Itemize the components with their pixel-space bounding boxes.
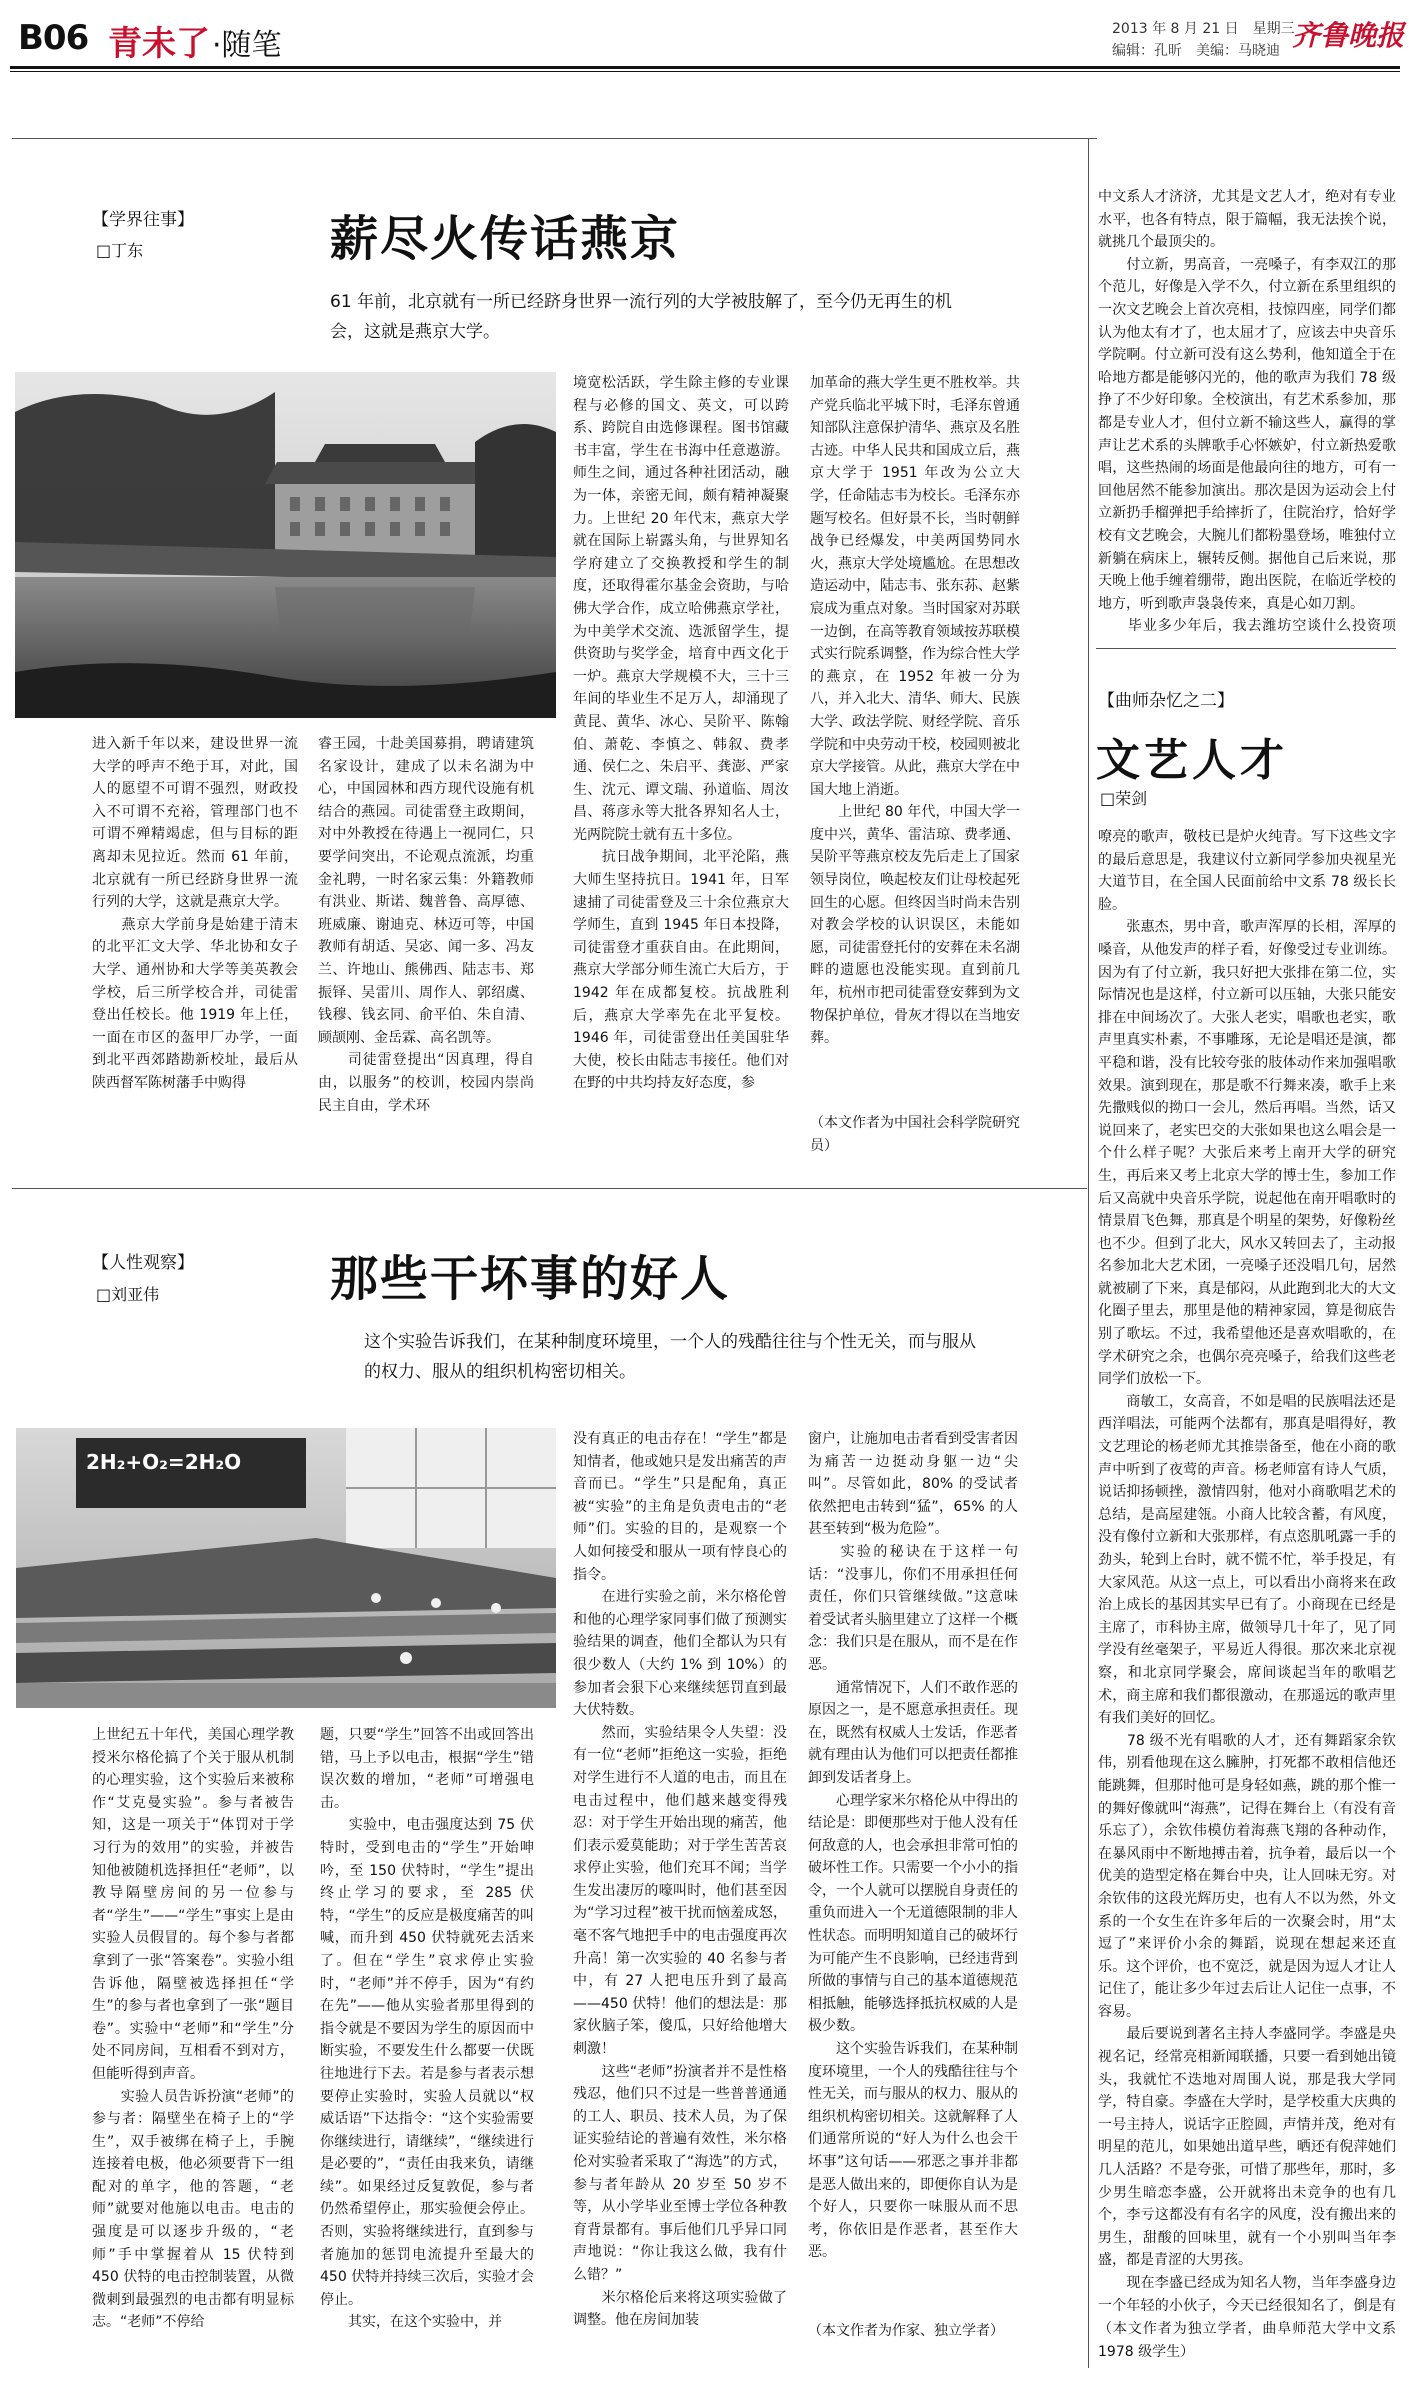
article-divider bbox=[12, 1188, 1087, 1189]
blackboard-formula: 2H₂+O₂=2H₂O bbox=[86, 1450, 242, 1474]
lede: 这个实验告诉我们，在某种制度环境里，一个人的残酷往往与个性无关，而与服从的权力、服从的组织机构密切相关。 bbox=[364, 1332, 976, 1382]
sidebar-divider bbox=[1096, 648, 1396, 649]
article2-author-note: （本文作者为作家、独立学者） bbox=[808, 2323, 1004, 2339]
top-divider bbox=[12, 138, 1097, 139]
sidebar-author-note: （本文作者为独立学者，曲阜师范大学中文系 1978 级学生） bbox=[1098, 2321, 1396, 2360]
article2-col1: 上世纪五十年代，美国心理学教授米尔格伦搞了个关于服从机制的心理实验，这个实验后来被称作“艾克曼实验”。参与者被告知，这是一项关于“体罚对于学习行为的效用”的实验，并被告知他被随机选择担任“老师”，以教导隔壁房间的另一位参与者“学生”——“学生”事实上是由实验人员假冒的。每个参与者都拿到了一张“答案卷”。实验小组告诉他，隔壁被选择担任“学生”的参与者也拿到了一张“题目卷”。实验中“老师”和“学生”分处不同房间，互相看不到对方，但能听得到声音。 实验人员告诉扮演“老师”的参与者：隔壁坐在椅子上的“学生”，双手被绑在椅子上，手腕连接着电极，他必须要背下一组配对的单字，他的答题，“老师”就要对他施以电击。电击的强度是可以逐步升级的，“老师”手中掌握着从 15 伏特到 450 伏特的电击控制装置，从微微刺到最强烈的电击都有明显标志。“老师”不停给 bbox=[92, 1727, 294, 2331]
editor-credits: 编辑：孔昕 美编：马晓迪 bbox=[1112, 43, 1280, 59]
section-subtitle: ·随笔 bbox=[212, 28, 282, 63]
newspaper-logo: 齐鲁晚报 bbox=[1292, 19, 1405, 52]
article1-col3: 境宽松活跃，学生除主修的专业课程与必修的国文、英文，可以跨系、跨院自由选修课程。图书馆藏书丰富，学生在书海中任意遨游。师生之间，通过各种社团活动，融为一体，亲密无间，颇有精神凝聚力。上世纪 20 年代末，燕京大学就在国际上崭露头角，与世界知名学府建立了交换教授和学生的制度，还取得霍尔基金会资助，与哈佛大学合作，成立哈佛燕京学社，为中美学术交流、选派留学生，提供资助与奖学金，培育中西文化于一炉。燕京大学规模不大，三十三年间的毕业生不足万人，却涌现了黄昆、黄华、冰心、吴阶平、陈翰伯、萧乾、李慎之、韩叙、费孝通、侯仁之、朱启平、龚澎、严家生、沈元、谭文瑞、孙道临、周汝昌、蒋彦永等大批各界知名人士，光两院院士就有五十多位。 抗日战争期间，北平沦陷，燕大师生坚持抗日。1941 年，日军逮捕了司徒雷登及三十余位燕京大学师生，直到 1945 年日本投降，司徒雷登才重获自由。在此期间，燕京大学部分师生流亡大后方，于 1942 年在成都复校。抗战胜利后，燕京大学率先在北平复校。1946 年，司徒雷登出任美国驻华大使，校长由陆志韦接任。他们对在野的中共均持友好态度，参 bbox=[573, 375, 789, 1092]
article2-col3: 没有真正的电击存在！“学生”都是知情者，他或她只是发出痛苦的声音而已。“学生”只是配角，真正被“实验”的主角是负责电击的“老师”们。实验的目的，是观察一个人如何接受和服从一项有悖良心的指令。 在进行实验之前，米尔格伦曾和他的心理学家同事们做了预测实验结果的调查，他们全都认为只有很少数人（大约 1% 到 10%）的参加者会狠下心来继续惩罚直到最大伏特数。 然而，实验结果令人失望：没有一位“老师”拒绝这一实验，拒绝对学生进行不人道的电击，而且在电击过程中，他们越来越变得残忍：对于学生开始出现的痛苦，他们表示爱莫能助；对于学生苦苦哀求停止实验，他们充耳不闻；当学生发出凄厉的嚎叫时，他们甚至因为“学习过程”被干扰而恼羞成怒，毫不客气地把手中的电击强度再次升高！第一次实验的 40 名参与者中，有 27 人把电压升到了最高——450 伏特！他们的想法是：那家伙脑子笨，傻瓜，只好给他增大刺激！ 这些“老师”扮演者并不是性格残忍，他们只不过是一些普普通通的工人、职员、技术人员，为了保证实验结论的普遍有效性，米尔格伦对实验者采取了“海选”的方式，参与者年龄从 20 岁至 50 岁不等，从小学毕业至博士学位各种教育背景都有。事后他们几乎异口同声地说：“你让我这么做，我有什么错？” 米尔格伦后来将这项实验做了调整。他在房间加装 bbox=[573, 1431, 787, 2329]
article1-col4: 加革命的燕大学生更不胜枚举。共产党兵临北平城下时，毛泽东曾通知部队注意保护清华、燕京及名胜古迹。中华人民共和国成立后，燕京大学于 1951 年改为公立大学，任命陆志韦为校长。毛泽东亦题写校名。但好景不长，当时朝鲜战争已经爆发，中美两国势同水火，燕京大学处境尴尬。在思想改造运动中，陆志韦、张东荪、赵紫宸成为重点对象。当时国家对苏联一边倒，在高等教育领域按苏联模式实行院系调整，作为综合性大学的燕京，在 1952 年被一分为八，并入北大、清华、师大、民族大学、政法学院、财经学院、音乐学院和中央劳动干校，校园则被北京大学接管。从此，燕京大学在中国大地上消逝。 上世纪 80 年代，中国大学一度中兴，黄华、雷洁琼、费孝通、吴阶平等燕京校友先后走上了国家领导岗位，唤起校友们让母校起死回生的心愿。但终因当时尚未告别对教会学校的认识误区，未能如愿，司徒雷登托付的安葬在未名湖畔的遗愿也没能实现。直到前几年，杭州市把司徒雷登安葬到为文物保护单位，骨灰才得以在当地安葬。 bbox=[810, 375, 1020, 1047]
column-tag: 【学界往事】 bbox=[92, 210, 194, 230]
headline: 那些干坏事的好人 bbox=[330, 1251, 731, 1307]
header-rule-thin bbox=[10, 71, 1400, 72]
header-rule bbox=[10, 66, 1400, 69]
sidebar-top-text: 中文系人才济济，尤其是文艺人才，绝对有专业水平，也各有特点，限于篇幅，我无法挨个说，就挑几个最顶尖的。 付立新，男高音，一亮嗓子，有李双江的那个范儿，好像是入学不久，付立新在系里组织的一次文艺晚会上首次亮相，技惊四座，同学们都认为他太有才了，也太屈才了，应该去中央音乐学院啊。付立新可没有这么势利，他知道全于在哈地方都是能够闪光的，他的歌声为我们 78 级挣了不少好印象。全校演出，有艺术系参加，那都是专业人才，但付立新不输这些人，赢得的掌声让艺术系的头牌歌手心怀嫉妒，付立新热爱歌唱，这些热闹的场面是他最向往的地方，可有一回他居然不能参加演出。那次是因为运动会上付立新扔手榴弹把手给摔折了，住院治疗，恰好学校有文艺晚会，大腕儿们都粉墨登场，唯独付立新躺在病床上，辗转反侧。据他自己后来说，那天晚上他手缠着绷带，跑出医院，在临近学校的地方，听到歌声袅袅传来，真是心如刀割。 毕业多少年后，我去潍坊空谈什么投资项 bbox=[1098, 189, 1396, 635]
byline: □刘亚伟 bbox=[96, 1285, 160, 1304]
sidebar-body: 嘹亮的歌声，敬枝已是炉火纯青。写下这些文字的最后意思是，我建议付立新同学参加央视星光大道节目，在全国人民面前给中文系 78 级长长脸。 张惠杰，男中音，歌声浑厚的长相，浑厚的嗓音，从他发声的样子看，好像受过专业训练。因为有了付立新，我只好把大张排在第二位，实际情况也是这样，付立新可以压轴，大张只能安排在中间场次了。大张人老实，唱歌也老实，歌声里真实朴素，不事雕琢，无论是唱还是演，都平稳和谐，没有比较夸张的肢体动作来加强唱歌效果。演到现在，那是歌不行舞来凑，歌手上来先撒贱似的拗口一会儿，然后再唱。当然，话又说回来了，老实巴交的大张如果也这么唱会是一个什么样子呢？大张后来考上南开大学的研究生，再后来又考上北京大学的博士生，参加工作后又高就中央音乐学院，说起他在南开唱歌时的情景眉飞色舞，那真是个明星的架势，好像粉丝也不少。但到了北大，风水又转回去了，主动报名参加北大艺术团，一亮嗓子还没唱几句，居然就被刷了下来，真是郁闷，从此跑到北大的大文化圈子里去，那里是他的精神家园，算是彻底告别了歌坛。不过，我希望他还是喜欢唱歌的，在学术研究之余，也偶尔亮亮嗓子，给我们这些老同学们放松一下。 商敏工，女高音，不如是唱的民族唱法还是西洋唱法，可能两个法都有，那真是唱得好，教文艺理论的杨老师尤其推崇备至，他在小商的歌声中听到了夜莺的声音。杨老师富有诗人气质，说话抑扬顿挫，激情四射，他对小商歌唱艺术的总结，是高屋建瓴。小商人比较含蓄，有风度，没有像付立新和大张那样，有点恣肌吼露一手的劲头，轮到上台时，就不慌不忙，举手投足，有大家风范。从这一点上，可以看出小商将来在政治上成长的基因其实早已有了。小商现在已经是主席了，市科协主席，做领导几十年了，见了同学没有丝毫架子，平易近人得很。那次来北京视察，和北京同学聚会，席间谈起当年的歌唱艺术，商主席和我们都很激动，在那遥远的歌声里有我们美好的回忆。 78 级不光有唱歌的人才，还有舞蹈家余钦伟，别看他现在这么臃肿，打死都不敢相信他还能跳舞，但那时他可是身轻如燕，跳的那个惟一的舞好像就叫“海燕”，记得在舞台上（有没有音乐忘了），余钦伟模仿着海燕飞翔的各种动作，在暴风雨中不断地搏击着，抗争着，最后以一个优美的造型定格在舞台中央，让人回味无穷。对余钦伟的这段光辉历史，也有人不以为然，外文系的一个女生在许多年后的一次聚会时，用“太逗了”来评价小余的舞蹈，说现在想起来还直乐。这个评价，也不宽泛，就是因为逗人才让人记住了，能让多少年过去后让人记住一点事，不容易。 最后要说到著名主持人李盛同学。李盛是央视名记，经常亮相新闻联播，只要一看到她出镜头，我就忙不迭地对周围人说，那是我大学同学，特自豪。李盛在大学时，是学校重大庆典的一号主持人，说话字正腔圆，声情并茂，绝对有明星的范儿，如果她出道早些，晒还有倪萍她们几人活路？不是夸张，可惜了那些年，那时，多少男生暗恋李盛，公开就将出未竞争的也有几个，李亏这都没有有名字的风度，没有搬出来的男生，甜酸的回味里，就有一个小别叫当年李盛，都是青涩的大男孩。 现在李盛已经成为知名人物，当年李盛身边一个年轻的小伙子，今天已经很知名了，倒是有 bbox=[1098, 829, 1396, 2314]
byline: □荣剑 bbox=[1100, 789, 1148, 808]
campus-photo bbox=[15, 372, 556, 718]
article2-col4: 窗户，让施加电击者看到受害者因为痛苦一边挺动身躯一边“尖叫”。尽管如此，80% 的受试者依然把电击转到“猛”，65% 的人甚至转到“极为危险”。 实验的秘诀在于这样一句话：“没事儿，你们不用承担任何责任，你们只管继续做。”这意味着受试者头脑里建立了这样一个概念：我们只是在服从，而不是在作恶。 通常情况下，人们不敢作恶的原因之一，是不愿意承担责任。现在，既然有权威人士发话，作恶者就有理由认为他们可以把责任都推卸到发话者身上。 心理学家米尔格伦从中得出的结论是：即便那些对于他人没有任何敌意的人，也会承担非常可怕的破坏性工作。只需要一个小小的指令，一个人就可以摆脱自身责任的重负而进入一个无道德限制的非人性状态。而明明知道自己的破坏行为可能产生不良影响，已经违背到所做的事情与自己的基本道德规范相抵触，能够选择抵抗权威的人是极少数。 这个实验告诉我们，在某种制度环境里，一个人的残酷往往与个性无关，而与服从的权力、服从的组织机构密切相关。这就解释了人们通常所说的“好人为什么也会干坏事”这句话——邪恶之事并非都是恶人做出来的，即便你自认为是个好人，只要你一味服从而不思考，你依旧是作恶者，甚至作大恶。 bbox=[808, 1431, 1018, 2261]
article1-col2: 睿王园，十赴美国募捐，聘请建筑名家设计，建成了以未名湖为中心，中国园林和西方现代设施有机结合的燕园。司徒雷登主政期间，对中外教授在待遇上一视同仁，只要学问突出，不论观点流派，均重金礼聘，一时名家云集：外籍教师有洪业、斯诺、魏普鲁、高厚德、班威廉、谢迪克、林迈可等，中国教师有胡适、吴宓、闻一多、冯友兰、许地山、熊佛西、陆志韦、郑振铎、吴雷川、周作人、郭绍虞、钱穆、钱玄同、俞平伯、朱自清、顾颉刚、金岳霖、高名凯等。 司徒雷登提出“因真理，得自由，以服务”的校训，校园内崇尚民主自由，学术环 bbox=[318, 736, 534, 1114]
lede: 61 年前，北京就有一所已经跻身世界一流行列的大学被肢解了，至今仍无再生的机会，这就是燕京大学。 bbox=[330, 292, 953, 342]
column-tag: 【曲师杂忆之二】 bbox=[1098, 691, 1234, 711]
article2-col2: 题，只要“学生”回答不出或回答出错，马上予以电击，根据“学生”错误次数的增加，“老师”可增强电击。 实验中，电击强度达到 75 伏特时，受到电击的“学生”开始呻吟，至 150 伏特时，“学生”提出终止学习的要求，至 285 伏特，“学生”的反应是极度痛苦的叫喊，而升到 450 伏特就死去活来了。但在“学生”哀求停止实验时，“老师”并不停手，因为“有约在先”——他从实验者那里得到的指令就是不要因为学生的原因而中断实验，不要发生什么都要一伏既往地进行下去。若是参与者表示想要停止实验时，实验人员就以“权威话语”下达指令：“这个实验需要你继续进行，请继续”，“继续进行是必要的”，“责任由我来负，请继续”。如果经过反复敦促，参与者仍然希望停止，那实验便会停止。否则，实验将继续进行，直到参与者施加的惩罚电流提升至最大的 450 伏特并持续三次后，实验才会停止。 其实，在这个实验中，并 bbox=[320, 1727, 534, 2331]
headline: 文艺人才 bbox=[1096, 735, 1288, 786]
section-name: 青未了 bbox=[108, 24, 210, 64]
page-number: B06 bbox=[18, 18, 89, 58]
column-tag: 【人性观察】 bbox=[92, 1253, 194, 1273]
column-divider-vertical bbox=[1088, 138, 1089, 2368]
classroom-photo bbox=[16, 1428, 556, 1708]
issue-date: 2013 年 8 月 21 日 星期三 bbox=[1112, 21, 1295, 37]
article1-author-note: （本文作者为中国社会科学院研究员） bbox=[810, 1115, 1020, 1154]
byline: □丁东 bbox=[96, 241, 144, 260]
article1-col1: 进入新千年以来，建设世界一流大学的呼声不绝于耳，对此，国人的愿望不可谓不强烈，财政投入不可谓不充裕，管理部门也不可谓不殚精竭虑，但与目标的距离却未见拉近。然而 61 年前，北京就有一所已经跻身世界一流行列的大学，这就是燕京大学。 燕京大学前身是始建于清末的北平汇文大学、华北协和女子大学、通州协和大学等美英教会学校，后三所学校合并，司徒雷登出任校长。他 1919 年上任，一面在市区的盔甲厂办学，一面到北平西郊踏勘新校址，最后从陕西督军陈树藩手中购得 bbox=[92, 736, 298, 1091]
headline: 薪尽火传话燕京 bbox=[330, 211, 681, 267]
